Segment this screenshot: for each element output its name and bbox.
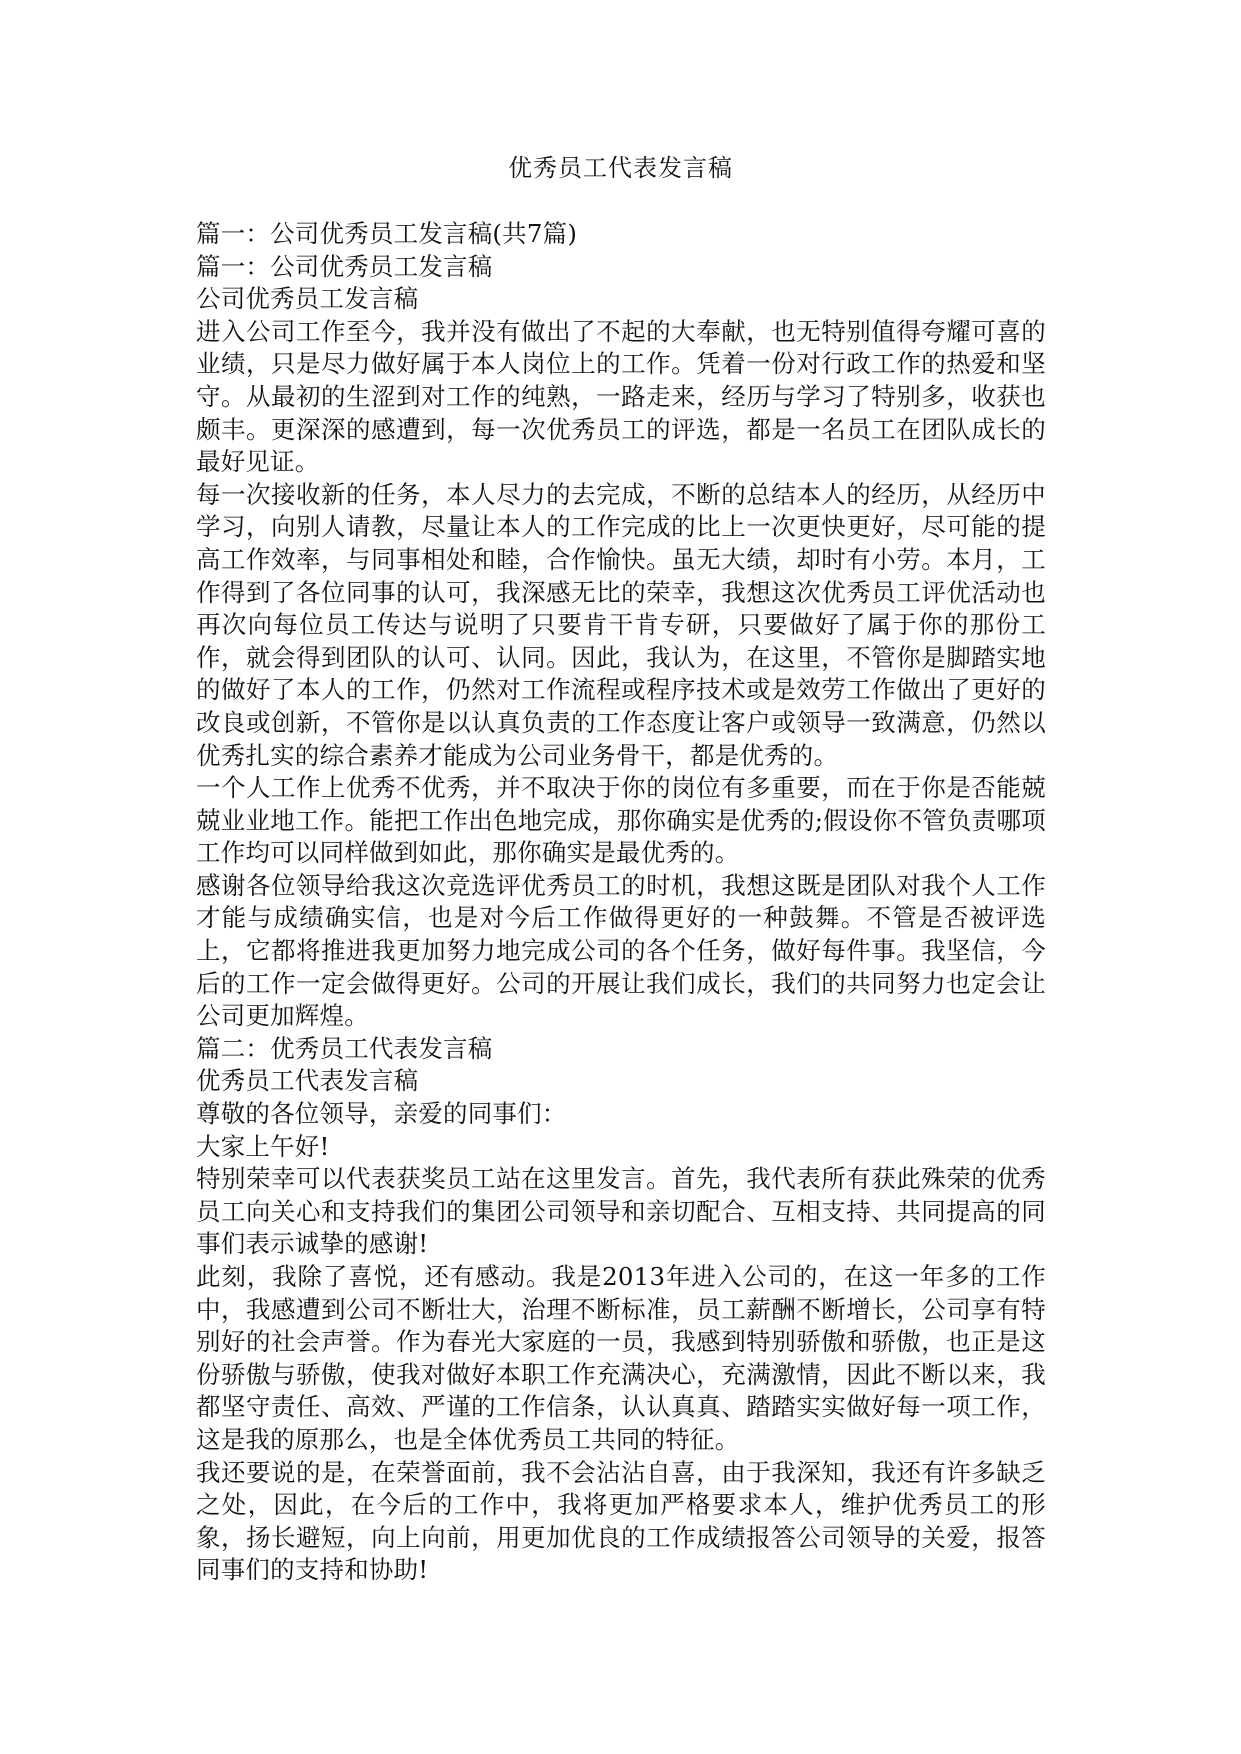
paragraph: 特别荣幸可以代表获奖员工站在这里发言。首先，我代表所有获此殊荣的优秀员工向关心和支持我们的集团公司领导和亲切配合、互相支持、共同提高的同事们表示诚挚的感谢! xyxy=(196,1164,1046,1259)
section-heading-2: 篇二：优秀员工代表发言稿 xyxy=(196,1033,493,1063)
article-title-2: 优秀员工代表发言稿 xyxy=(196,1066,419,1096)
paragraph: 进入公司工作至今，我并没有做出了不起的大奉献，也无特别值得夸耀可喜的业绩，只是尽力做好属于本人岗位上的工作。凭着一份对行政工作的热爱和坚守。从最初的生涩到对工作的纯熟，一路走来，经历与学习了特别多，收获也颇丰。更深深的感遭到，每一次优秀员工的评选，都是一名员工在团队成长的最好见证。 xyxy=(196,316,1046,477)
document-body xyxy=(196,218,1046,1587)
paragraph: 一个人工作上优秀不优秀，并不取决于你的岗位有多重要，而在于你是否能兢兢业业地工作。能把工作出色地完成，那你确实是优秀的;假设你不管负责哪项工作均可以同样做到如此，那你确实是最优秀的。 xyxy=(196,773,1046,868)
document-title: 优秀员工代表发言稿 xyxy=(508,154,733,182)
paragraph: 我还要说的是，在荣誉面前，我不会沾沾自喜，由于我深知，我还有许多缺乏之处，因此，在今后的工作中，我将更加严格要求本人，维护优秀员工的形象，扬长避短，向上向前，用更加优良的工作成绩报答公司领导的关爱，报答同事们的支持和协助! xyxy=(196,1457,1046,1585)
paragraph: 感谢各位领导给我这次竞选评优秀员工的时机，我想这既是团队对我个人工作才能与成绩确实信，也是对今后工作做得更好的一种鼓舞。不管是否被评选上，它都将推进我更加努力地完成公司的各个任务，做好每件事。我坚信，今后的工作一定会做得更好。公司的开展让我们成长，我们的共同努力也定会让公司更加辉煌。 xyxy=(196,870,1046,1031)
paragraph: 此刻，我除了喜悦，还有感动。我是2013年进入公司的，在这一年多的工作中，我感遭到公司不断壮大，治理不断标准，员工薪酬不断增长，公司享有特别好的社会声誉。作为春光大家庭的一员，我感到特别骄傲和骄傲，也正是这份骄傲与骄傲，使我对做好本职工作充满决心，充满激情，因此不断以来，我都坚守责任、高效、严谨的工作信条，认认真真、踏踏实实做好每一项工作，这是我的原那么，也是全体优秀员工共同的特征。 xyxy=(196,1262,1046,1454)
salutation: 尊敬的各位领导，亲爱的同事们： xyxy=(196,1099,567,1129)
subsection-heading-1: 篇一：公司优秀员工发言稿 xyxy=(196,251,493,281)
paragraph: 每一次接收新的任务，本人尽力的去完成，不断的总结本人的经历，从经历中学习，向别人请教，尽量让本人的工作完成的比上一次更快更好，尽可能的提高工作效率，与同事相处和睦，合作愉快。虽无大绩，却时有小劳。本月，工作得到了各位同事的认可，我深感无比的荣幸，我想这次优秀员工评优活动也再次向每位员工传达与说明了只要肯干肯专研，只要做好了属于你的那份工作，就会得到团队的认可、认同。因此，我认为，在这里，不管你是脚踏实地的做好了本人的工作，仍然对工作流程或程序技术或是效劳工作做出了更好的改良或创新，不管你是以认真负责的工作态度让客户或领导一致满意，仍然以优秀扎实的综合素养才能成为公司业务骨干，都是优秀的。 xyxy=(196,479,1046,770)
article-title-1: 公司优秀员工发言稿 xyxy=(196,284,419,314)
greeting: 大家上午好! xyxy=(196,1131,330,1161)
section-heading-1: 篇一：公司优秀员工发言稿(共7篇) xyxy=(196,219,578,248)
